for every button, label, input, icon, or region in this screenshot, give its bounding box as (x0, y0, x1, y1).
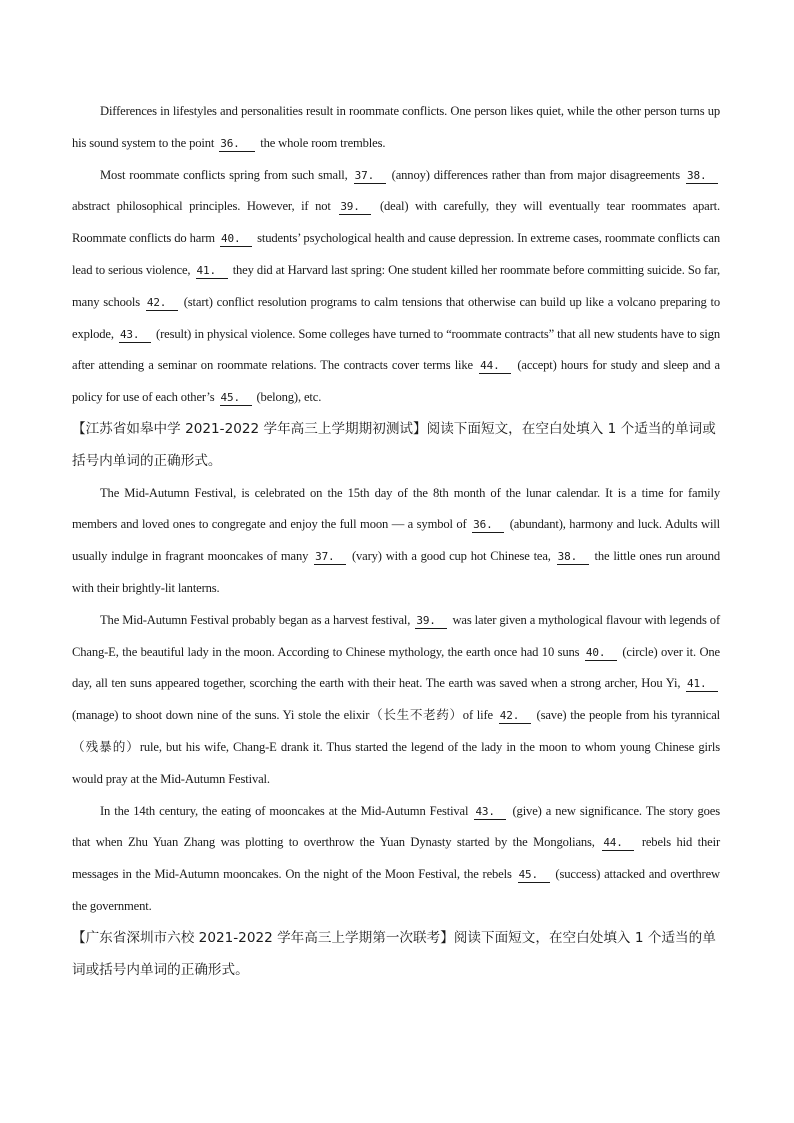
text-run: (result) in physical violence. Some colleges have turned to “roommate contracts” that all new students have to sign after attending a seminar on roommate relations. The contracts cover terms like (72, 326, 720, 373)
text-run: the whole room trembles. (257, 135, 386, 150)
source-tag: 【江苏省如皋中学 2021-2022 学年高三上学期期初测试】 (72, 420, 427, 437)
text-run: (circle) over it. One day, all ten suns appeared together, scorching the earth with their heat. The earth was saved when a strong archer, Hou Yi, (72, 644, 720, 691)
blank-45[interactable]: 45. (518, 867, 550, 883)
source-instruction: 阅读下面短文，在空白处填入 1 个适当的单词或括号内单词的正确形式。 (72, 929, 716, 978)
blank-45[interactable]: 45. (220, 390, 252, 406)
blank-41[interactable]: 41. (196, 263, 228, 279)
blank-37[interactable]: 37. (314, 549, 346, 565)
text-run: In the 14th century, the eating of mooncakes at the Mid-Autumn Festival (100, 803, 473, 818)
blank-36[interactable]: 36. (219, 136, 255, 152)
source-header-2 (72, 923, 720, 987)
passage1-paragraph1 (72, 96, 720, 160)
text-run: rebels hid their messages in the Mid-Autumn mooncakes. On the night of the Moon Festival, the rebels (72, 835, 720, 882)
source-header-1 (72, 414, 720, 478)
blank-42[interactable]: 42. (499, 708, 531, 724)
text-run: abstract philosophical principles. However, if not (72, 199, 338, 214)
text-run: (abundant), harmony and luck. Adults will usually indulge in fragrant mooncakes of many (72, 517, 721, 564)
text-run: The Mid-Autumn Festival, is celebrated on the 15th day of the 8th month of the lunar calendar. It is a time for family members and loved ones to congregate and enjoy the full moon — a symbol of (72, 485, 720, 532)
text-run: was later given a mythological flavour with legends of Chang-E, the beautiful lady in the moon. According to Chinese mythology, the earth once had 10 suns (72, 612, 720, 659)
blank-39[interactable]: 39. (415, 613, 447, 629)
blank-40[interactable]: 40. (585, 645, 617, 661)
text-run: (give) a new significance. The story goes that when Zhu Yuan Zhang was plotting to overthrow the Yuan Dynasty started by the Mongolians, (72, 803, 720, 850)
passage2-paragraph1 (72, 478, 720, 605)
blank-36[interactable]: 36. (472, 517, 504, 533)
blank-44[interactable]: 44. (479, 358, 511, 374)
blank-37[interactable]: 37. (354, 168, 386, 184)
blank-43[interactable]: 43. (119, 327, 151, 343)
text-run: Most roommate conflicts spring from such small, (100, 167, 352, 182)
blank-41[interactable]: 41. (686, 676, 718, 692)
text-run: The Mid-Autumn Festival probably began as a harvest festival, (100, 612, 414, 627)
text-run: (save) the people from his tyrannical（残暴的）rule, but his wife, Chang-E drank it. Thus started the legend of the lady in the moon to whom young Chinese girls would pray at the Mid-Autumn Festival. (72, 708, 720, 786)
source-instruction: 阅读下面短文，在空白处填入 1 个适当的单词或括号内单词的正确形式。 (72, 420, 716, 469)
passage2-paragraph2 (72, 605, 720, 796)
text-run: Differences in lifestyles and personalities result in roommate conflicts. One person likes quiet, while the other person turns up his sound system to the point (72, 104, 720, 150)
blank-38[interactable]: 38. (557, 549, 589, 565)
text-run: (start) conflict resolution programs to calm tensions that otherwise can build up like a volcano preparing to explode, (72, 294, 720, 341)
blank-43[interactable]: 43. (474, 804, 506, 820)
passage1-paragraph2 (72, 160, 720, 414)
passage2-paragraph3 (72, 796, 720, 923)
text-run: (annoy) differences rather than from major disagreements (387, 167, 684, 182)
blank-38[interactable]: 38. (686, 168, 718, 184)
blank-40[interactable]: 40. (220, 231, 252, 247)
text-run: (manage) to shoot down nine of the suns. Yi stole the elixir（长生不老药）of life (72, 708, 497, 723)
blank-44[interactable]: 44. (602, 835, 634, 851)
text-run: they did at Harvard last spring: One student killed her roommate before committing suicide. So far, many schools (72, 262, 721, 309)
source-tag: 【广东省深圳市六校 2021-2022 学年高三上学期第一次联考】 (72, 929, 454, 946)
text-run: students’ psychological health and cause depression. In extreme cases, roommate conflicts can lead to serious violence, (72, 231, 720, 277)
text-run: (vary) with a good cup hot Chinese tea, (348, 549, 555, 564)
text-run: (accept) hours for study and sleep and a policy for use of each other’s (72, 358, 720, 405)
text-run: (deal) with carefully, they will eventually tear roommates apart. Roommate conflicts do harm (72, 199, 720, 246)
text-run: (success) attacked and overthrew the government. (72, 867, 720, 913)
text-run: (belong), etc. (253, 390, 322, 405)
blank-39[interactable]: 39. (339, 199, 371, 215)
blank-42[interactable]: 42. (146, 295, 178, 311)
text-run: the little ones run around with their brightly-lit lanterns. (72, 549, 720, 595)
document-page (72, 96, 720, 986)
